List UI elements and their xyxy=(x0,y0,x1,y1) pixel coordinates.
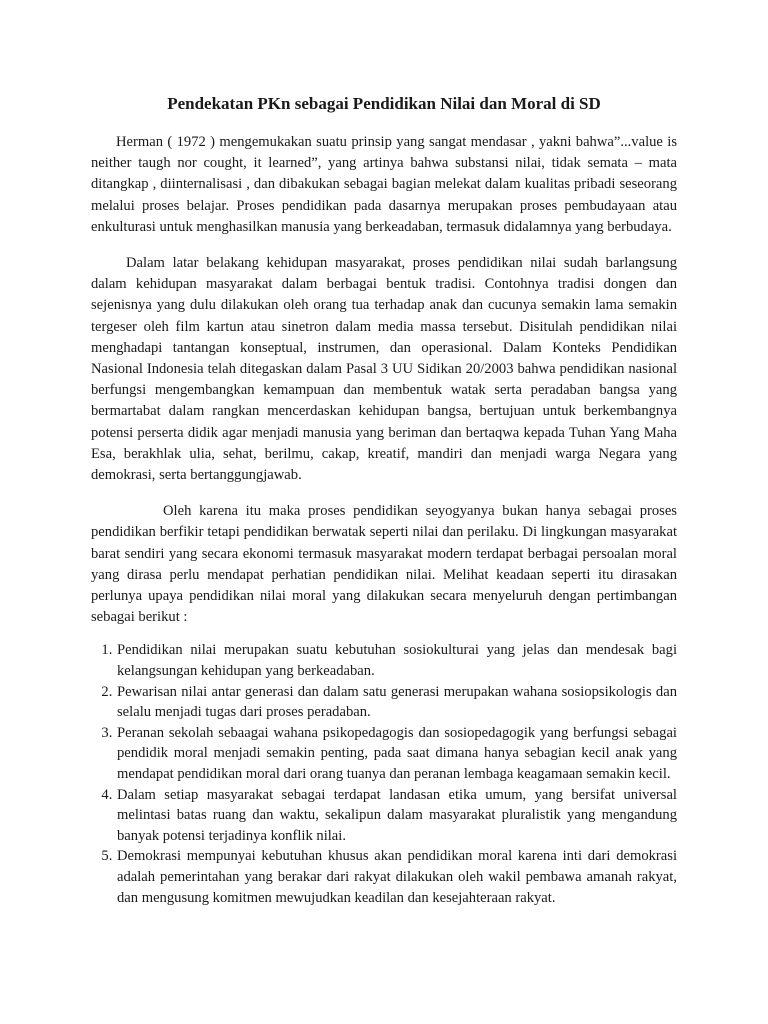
paragraph-3: Oleh karena itu maka proses pendidikan seyogyanya bukan hanya sebagai proses pendidikan berfikir tetapi pendidikan berwatak seperti nilai dan perilaku. Di lingkungan masyarakat barat sendiri yang secara ekonomi termasuk masyarakat modern terdapat berbagai persoalan moral yang dirasa perlu mendapat perhatian pendidikan nilai. Melihat keadaan seperti itu dirasakan perlunya upaya pendidikan nilai moral yang dilakukan secara menyeluruh dengan pertimbangan sebagai berikut : xyxy=(91,503,677,626)
list-item: 5. Demokrasi mempunyai kebutuhan khusus akan pendidikan moral karena inti dari demokrasi adalah pemerintahan yang berakar dari rakyat dilakukan oleh wakil pembawa amanah rakyat, dan mengusung komitmen mewujudkan keadilan dan kesejahteraan rakyat. xyxy=(116,846,677,908)
list-item: 1. Pendidikan nilai merupakan suatu kebutuhan sosiokulturai yang jelas dan mendesak bagi kelangsungan kehidupan yang berkeadaban. xyxy=(116,640,677,681)
list-item: 4. Dalam setiap masyarakat sebagai terdapat landasan etika umum, yang bersifat universal melintasi batas ruang dan waktu, sekalipun dalam masyarakat pluralistik yang mengandung banyak potensi terjadinya konflik nilai. xyxy=(116,785,677,847)
paragraph-2: Dalam latar belakang kehidupan masyarakat, proses pendidikan nilai sudah barlangsung dalam kehidupan masyarakat dalam berbagai bentuk tradisi. Contohnya tradisi dongen dan sejenisnya yang dulu dilakukan oleh orang tua terhadap anak dan cucunya semakin lama semakin tergeser oleh film kartun atau sinetron dalam media massa tersebut. Disitulah pendidikan nilai menghadapi tantangan konseptual, instrumen, dan operasional. Dalam Konteks Pendidikan Nasional Indonesia telah ditegaskan dalam Pasal 3 UU Sidikan 20/2003 bahwa pendidikan nasional berfungsi mengembangkan kemampuan dan membentuk watak serta peradaban bangsa yang bermartabat dalam rangkan mencerdaskan kehidupan bangsa, bertujuan untuk berkembangnya potensi perserta didik agar menjadi manusia yang beriman dan bertaqwa kepada Tuhan Yang Maha Esa, berakhlak ulia, sehat, berilmu, cakap, kreatif, mandiri dan menjadi warga Negara yang demokrasi, serta bertanggungjawab. xyxy=(91,255,677,484)
considerations-list xyxy=(91,640,677,908)
document-title: Pendekatan PKn sebagai Pendidikan Nilai dan Moral di SD xyxy=(167,94,601,113)
paragraph-1: Herman ( 1972 ) mengemukakan suatu prinsip yang sangat mendasar , yakni bahwa”...value is neither taugh nor cought, it learned”, yang artinya bahwa substansi nilai, tidak semata – mata ditangkap , diinternalisasi , dan dibakukan sebagai bagian melekat dalam kualitas pribadi seseorang melalui proses belajar. Proses pendidikan pada dasarnya merupakan proses pembudayaan atau enkulturasi untuk menghasilkan manusia yang berkeadaban, termasuk didalamnya yang berbudaya. xyxy=(91,134,677,235)
list-item: 2. Pewarisan nilai antar generasi dan dalam satu generasi merupakan wahana sosiopsikologis dan selalu menjadi tugas dari proses peradaban. xyxy=(116,682,677,723)
list-item: 3. Peranan sekolah sebaagai wahana psikopedagogis dan sosiopedagogik yang berfungsi sebagai pendidik moral menjadi semakin penting, pada saat dimana hanya sebagian kecil anak yang mendapat pendidikan moral dari orang tuanya dan peranan lembaga keagamaan semakin kecil. xyxy=(116,723,677,785)
